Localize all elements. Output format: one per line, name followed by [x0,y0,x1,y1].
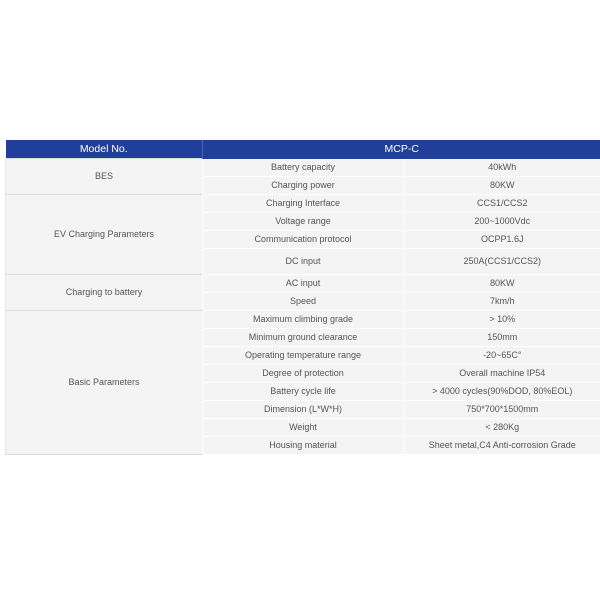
spec-table [5,140,600,455]
param-label: Degree of protection [203,364,404,382]
table-row [6,159,600,177]
table-row [6,274,600,292]
param-label: Battery cycle life [203,382,404,400]
param-value: > 10% [404,310,600,328]
param-label: Weight [203,418,404,436]
param-value: 250A(CCS1/CCS2) [404,248,600,274]
param-value: 7km/h [404,292,600,310]
param-label: Charging power [203,176,404,194]
model-no-header: Model No. [6,140,203,159]
param-value: CCS1/CCS2 [404,194,600,212]
param-label: Communication protocol [203,230,404,248]
param-label: Dimension (L*W*H) [203,400,404,418]
group-label-basic-parameters: Basic Parameters [6,310,203,454]
param-value: 200~1000Vdc [404,212,600,230]
group-label-charging-to-battery: Charging to battery [6,274,203,310]
param-value: 80KW [404,274,600,292]
param-value: > 4000 cycles(90%DOD, 80%EOL) [404,382,600,400]
model-value-header: MCP-C [203,140,600,159]
param-value: 750*700*1500mm [404,400,600,418]
param-value: 150mm [404,328,600,346]
param-label: Maximum climbing grade [203,310,404,328]
param-label: Minimum ground clearance [203,328,404,346]
table-row [6,194,600,212]
param-label: Speed [203,292,404,310]
param-value: 40kWh [404,159,600,177]
table-row [6,310,600,328]
group-label-bes: BES [6,159,203,195]
param-label: Housing material [203,436,404,454]
param-label: Operating temperature range [203,346,404,364]
param-label: Battery capacity [203,159,404,177]
param-value: Overall machine IP54 [404,364,600,382]
spec-body [6,159,600,455]
param-value: < 280Kg [404,418,600,436]
param-label: Charging Interface [203,194,404,212]
param-label: AC input [203,274,404,292]
param-label: DC input [203,248,404,274]
param-value: Sheet metal,C4 Anti-corrosion Grade [404,436,600,454]
param-label: Voltage range [203,212,404,230]
table-header-row [6,140,600,159]
group-label-ev-charging: EV Charging Parameters [6,194,203,274]
param-value: -20~65C° [404,346,600,364]
param-value: 80KW [404,176,600,194]
param-value: OCPP1.6J [404,230,600,248]
